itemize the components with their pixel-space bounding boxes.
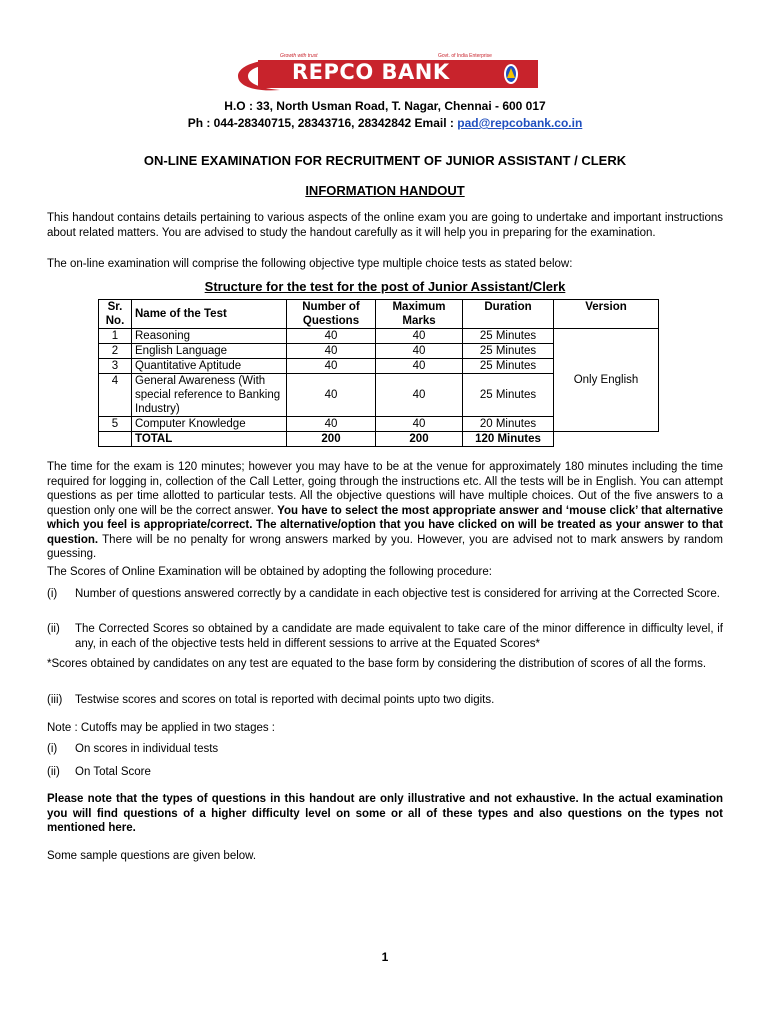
cell-test-name: Computer Knowledge [132, 417, 287, 432]
contact-line [0, 116, 770, 130]
cell-sr: 4 [99, 374, 132, 417]
cell-duration: 25 Minutes [463, 374, 554, 417]
table-title: Structure for the test for the post of Junior Assistant/Clerk [204, 279, 566, 294]
repco-bank-logo [232, 53, 538, 94]
time-text-2: There will be no penalty for wrong answers marked by you. However, you are advised not to mark answers by random guessing. [47, 533, 723, 560]
item-text: The Corrected Scores so obtained by a candidate are made equivalent to take care of the minor difference in difficulty level, if any, in each of the objective tests held in different sessions to arrive at the Equated Scores* [75, 623, 723, 650]
header-marks: Maximum Marks [376, 300, 463, 329]
test-structure-table [98, 299, 659, 447]
cell-version: Only English [554, 329, 659, 432]
document-subtitle: INFORMATION HANDOUT [305, 183, 465, 198]
cell-marks: 40 [376, 374, 463, 417]
document-title: ON-LINE EXAMINATION FOR RECRUITMENT OF JUNIOR ASSISTANT / CLERK [143, 153, 627, 168]
cell-questions: 40 [287, 344, 376, 359]
cell-sr: 5 [99, 417, 132, 432]
header-version: Version [554, 300, 659, 329]
item-number: (i) [47, 588, 58, 600]
intro-paragraph: This handout contains details pertaining to various aspects of the online exam you are going to undertake and important instructions about related matters. You are advised to study the handout carefully as it will help you in preparing for the examination. [47, 212, 723, 239]
email-link[interactable]: pad@repcobank.co.in [457, 116, 583, 130]
cell-total-questions: 200 [287, 432, 376, 447]
cell-test-name: Quantitative Aptitude [132, 359, 287, 374]
header-srno: Sr. No. [99, 300, 132, 329]
table-total-row [99, 432, 659, 447]
cell-duration: 25 Minutes [463, 359, 554, 374]
logo-govt-tag: Govt. of India Enterprise [438, 53, 492, 59]
cell-duration: 20 Minutes [463, 417, 554, 432]
phone-text: Ph : 044-28340715, 28343716, 28342842 Email : [187, 116, 458, 130]
please-note: Please note that the types of questions in this handout are only illustrative and not exhaustive. In the actual examination you will find questions of a higher difficulty level on some or all of these types and also questions on the types not mentioned here. [47, 793, 723, 834]
cell-marks: 40 [376, 359, 463, 374]
header-duration: Duration [463, 300, 554, 329]
cell-total-label: TOTAL [132, 432, 287, 447]
item-text: Number of questions answered correctly by a candidate in each objective test is considered for arriving at the Corrected Score. [75, 588, 720, 600]
sample-line: Some sample questions are given below. [47, 850, 257, 862]
cell-questions: 40 [287, 359, 376, 374]
cell-questions: 40 [287, 374, 376, 417]
logo-tagline: Growth with trust [280, 53, 318, 59]
cell-marks: 40 [376, 417, 463, 432]
cell-marks: 40 [376, 344, 463, 359]
header-questions: Number of Questions [287, 300, 376, 329]
cell-questions: 40 [287, 329, 376, 344]
logo-name: REPCO BANK [292, 60, 450, 84]
cell-test-name: Reasoning [132, 329, 287, 344]
header-test-name: Name of the Test [132, 300, 287, 329]
table-row [99, 329, 659, 344]
head-office-address: H.O : 33, North Usman Road, T. Nagar, Chennai - 600 017 [224, 99, 546, 113]
item-number: (ii) [47, 766, 60, 778]
equated-note: *Scores obtained by candidates on any test are equated to the base form by considering the distribution of scores of all the forms. [47, 658, 707, 670]
cell-sr: 2 [99, 344, 132, 359]
page-number: 1 [381, 950, 389, 964]
cell-duration: 25 Minutes [463, 344, 554, 359]
item-number: (i) [47, 743, 58, 755]
cell-test-name: English Language [132, 344, 287, 359]
cell-questions: 40 [287, 417, 376, 432]
item-number: (iii) [47, 694, 63, 706]
cell-duration: 25 Minutes [463, 329, 554, 344]
cell-total-duration: 120 Minutes [463, 432, 554, 447]
item-text: On scores in individual tests [75, 743, 219, 755]
intro-paragraph-2: The on-line examination will comprise the following objective type multiple choice tests as stated below: [47, 258, 573, 270]
time-text-bold: You have to select the most appropriate answer and ‘mouse click’ that alternative which you feel is appropriate/correct. The alternative/option that you have clicked on will be treated as your answer to that question. [47, 504, 723, 546]
cell-marks: 40 [376, 329, 463, 344]
emblem-icon [502, 62, 520, 86]
scores-intro: The Scores of Online Examination will be obtained by adopting the following procedure: [47, 566, 492, 578]
item-number: (ii) [47, 623, 60, 635]
item-text: Testwise scores and scores on total is reported with decimal points upto two digits. [75, 694, 495, 706]
cell-sr-empty [99, 432, 132, 447]
cell-version-empty [554, 432, 659, 447]
cell-total-marks: 200 [376, 432, 463, 447]
time-paragraph [47, 460, 723, 562]
cell-sr: 1 [99, 329, 132, 344]
cell-test-name: General Awareness (With special reference to Banking Industry) [132, 374, 287, 417]
time-text-1: The time for the exam is 120 minutes; however you may have to be at the venue for approximately 180 minutes including the time required for logging in, collection of the Call Letter, going through the instructions etc. All the tests will be in English. You can attempt questions as per time allotted to particular tests. All the objective questions will have multiple choices. Out of the five answers to a question only one will be the correct answer. [47, 461, 723, 517]
cutoff-note: Note : Cutoffs may be applied in two stages : [47, 722, 275, 734]
item-text: On Total Score [75, 766, 151, 778]
cell-sr: 3 [99, 359, 132, 374]
table-header-row [99, 300, 659, 329]
